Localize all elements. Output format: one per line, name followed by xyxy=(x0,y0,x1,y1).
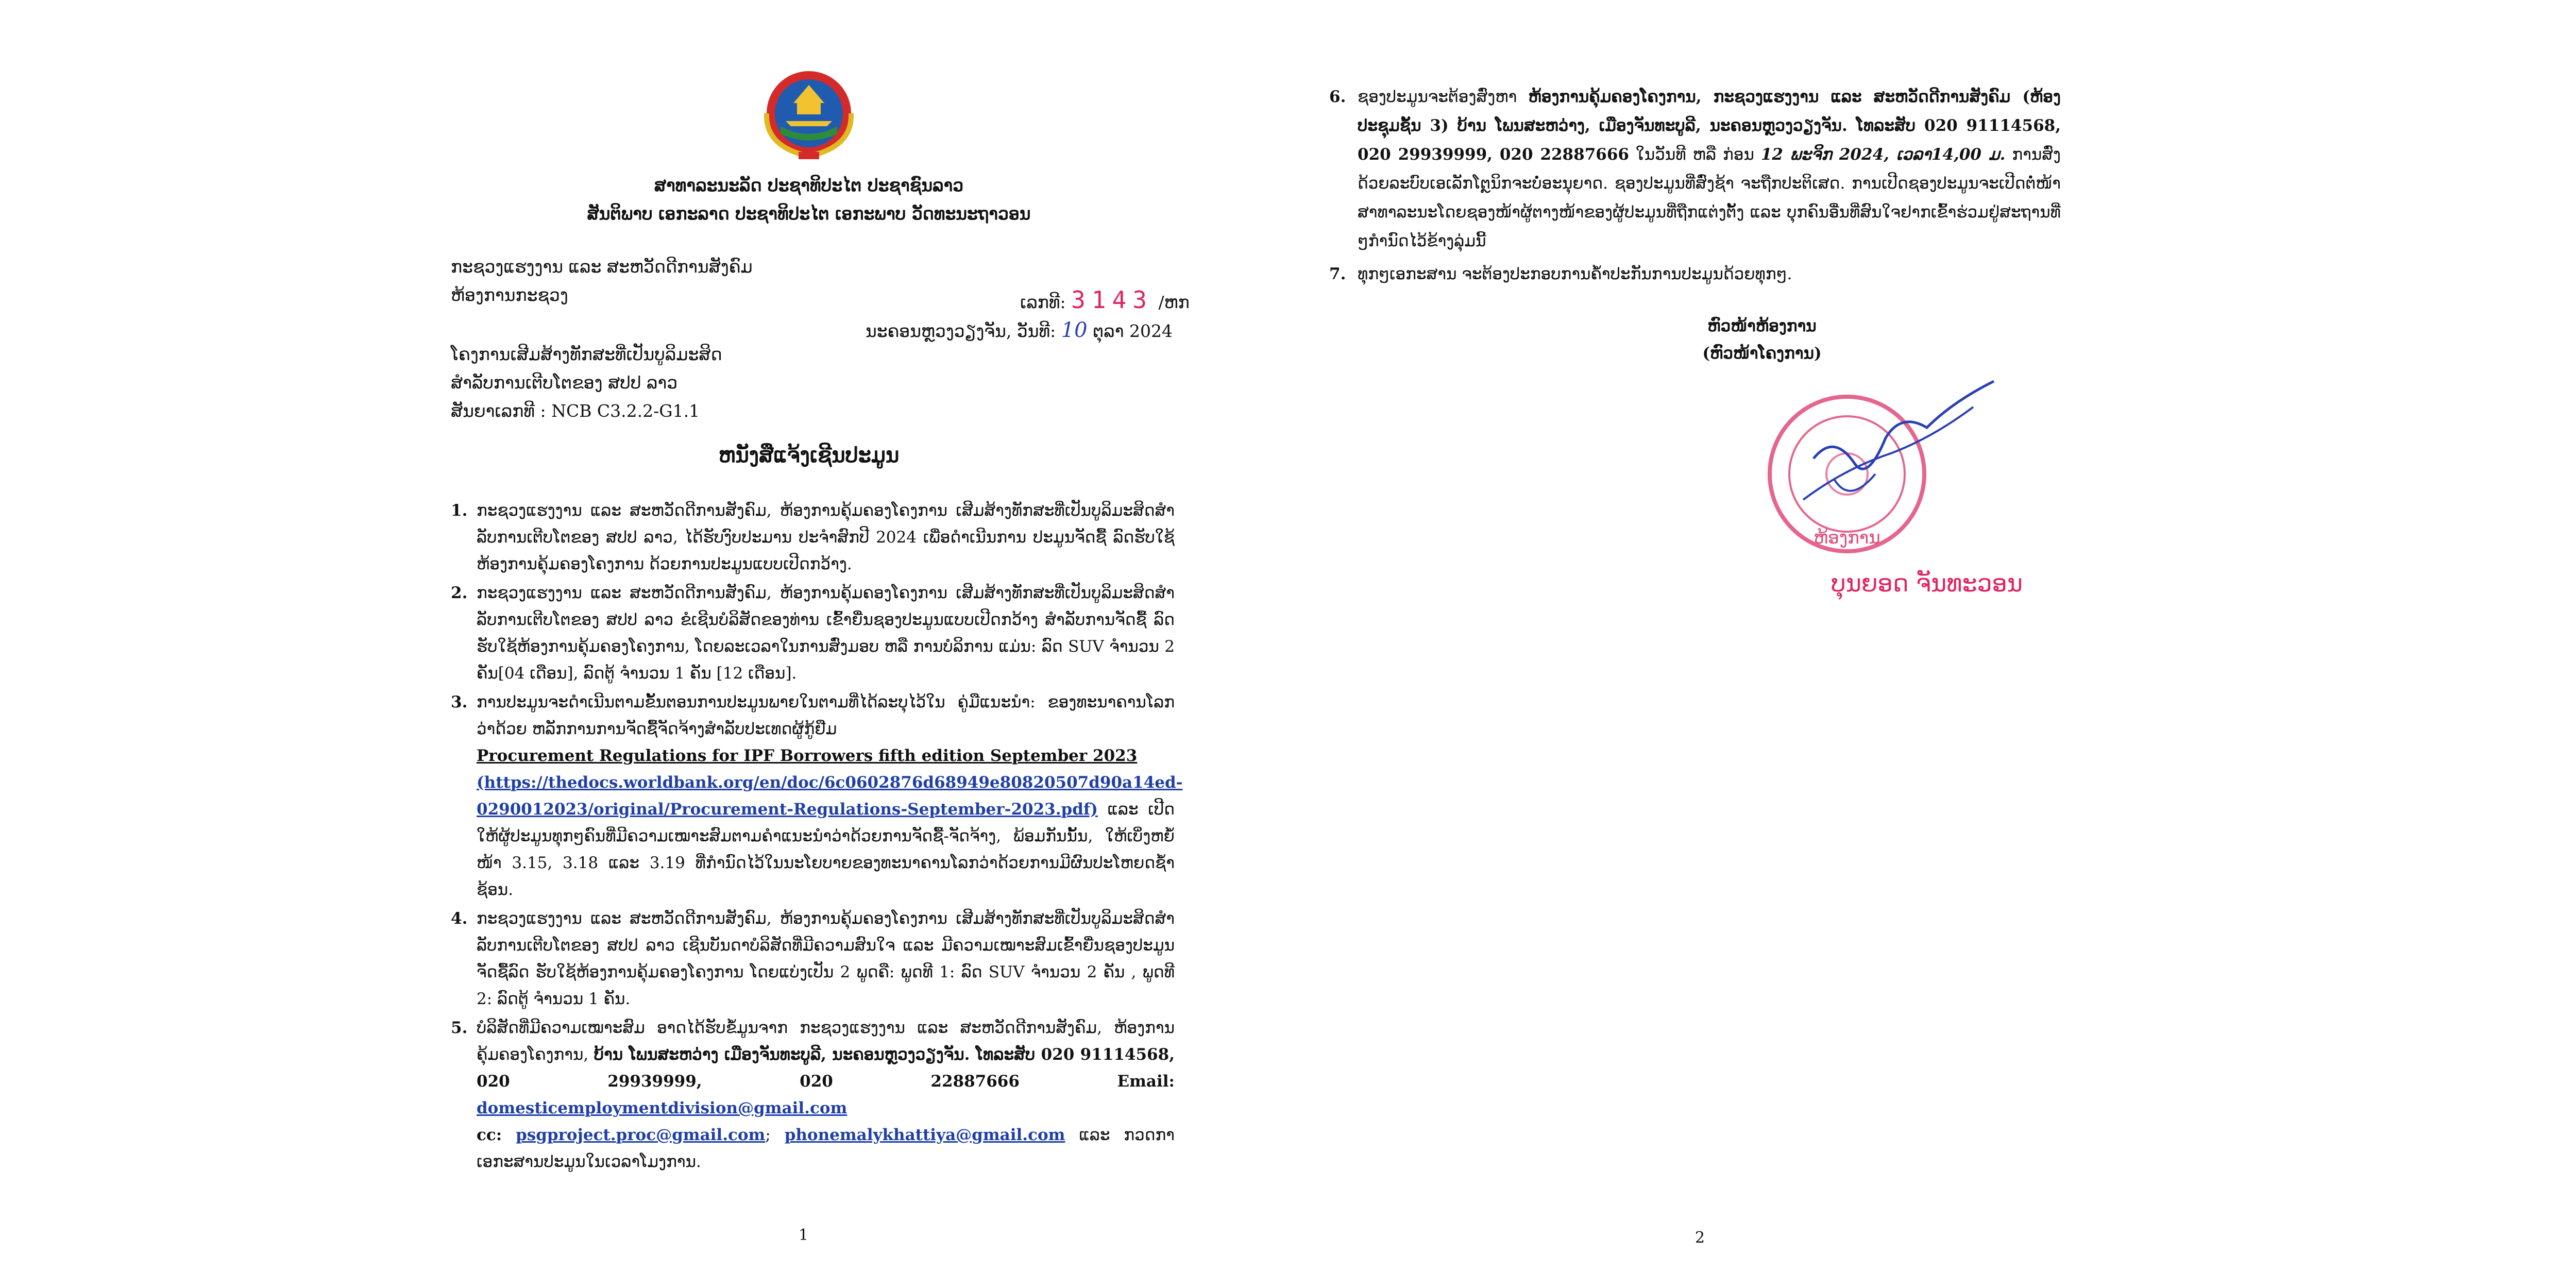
ref-label: ເລກທີ: xyxy=(1020,292,1066,312)
item-number: 6. xyxy=(1329,88,1346,106)
regulations-title: Procurement Regulations for IPF Borrowers fifth edition September 2023 xyxy=(477,747,1138,765)
ref-number-stamp: 3143 xyxy=(1071,286,1153,314)
invitation-items xyxy=(451,497,1183,1177)
regulations-link[interactable]: (https://thedocs.worldbank.org/en/doc/6c0602876d68949e80820507d90a14ed-0290012023/original/Procurement-Regulations-September-2023.pdf) xyxy=(477,773,1183,819)
item-number: 7. xyxy=(1329,265,1346,283)
list-item xyxy=(451,905,1175,1012)
contact-address: ບ້ານ ໂພນສະຫວ່າງ ເມືອງຈັນທະບູລີ, ນະຄອນຫຼວງວຽງຈັນ. ໂທລະສັບ 020 91114568, 020 29939999, 020 22887666 Email: xyxy=(477,1045,1175,1091)
list-item xyxy=(451,689,1183,903)
item-number: 1. xyxy=(451,501,468,520)
ministry-name: ກະຊວງແຮງງານ ແລະ ສະຫວັດດີການສັງຄົມ xyxy=(451,257,753,277)
list-item xyxy=(451,497,1175,578)
item-text: ກະຊວງແຮງງານ ແລະ ສະຫວັດດີການສັງຄົມ, ຫ້ອງການຄຸ້ມຄອງໂຄງການ ເສີມສ້າງທັກສະທີ່ເປັນບູລິມະສິດສໍາລັບການເຕີບໂຕຂອງ ສປປ ລາວ, ໄດ້ຮັບງົບປະມານ ປະຈໍາສົກປີ 2024 ເພື່ອດໍາເນີນການ ປະມູນຈັດຊື້ ລົດຮັບໃຊ້ຫ້ອງການຄຸ້ມຄອງໂຄງການ ດ້ວຍການປະມູນແບບເປີດກວ້າງ. xyxy=(477,501,1175,573)
national-emblem-icon xyxy=(750,64,868,162)
ref-suffix: /ຫກ xyxy=(1158,292,1190,312)
reference-number xyxy=(1020,286,1190,314)
official-seal-with-signature xyxy=(1757,371,2025,567)
date-day-handwritten: 10 xyxy=(1061,318,1088,342)
document-title: ຫນັງສືແຈ້ງເຊີນປະມູນ xyxy=(718,443,900,467)
item-text-before-deadline: ໃນວັນທີ ຫລື ກ່ອນ xyxy=(1635,145,1754,164)
document-page-1 xyxy=(443,0,1190,1288)
item-number: 4. xyxy=(451,909,468,928)
date-label: ນະຄອນຫຼວງວຽງຈັນ, ວັນທີ: xyxy=(866,321,1056,341)
item-text: ບໍລິສັດທີ່ມີຄວາມເໝາະສົມ ອາດໄດ້ຮັບຂໍ້ມູນຈາກ ກະຊວງແຮງງານ ແລະ ສະຫວັດດີການສັງຄົມ, ຫ້ອງການຄຸ້ມຄອງໂຄງການ, xyxy=(477,1019,1175,1064)
item-text-continued: ແລະ ເປີດໃຫ້ຜູ້ປະມູນທຸກໆຄົນທີ່ມີຄວາມເໝາະສົມຕາມຄໍາແນະນໍາວ່າດ້ວຍການຈັດຊື້-ຈັດຈ້າງ, ພ້ອມກັນນັ້ນ, ໃຫ້ເບິ່ງຫຍໍ້ໜ້າ 3.15, 3.18 ແລະ 3.19 ທີ່ກໍານົດໄວ້ໃນນະໂຍບາຍຂອງທະນາຄານໂລກວ່າດ້ວຍການມີຜົນປະໂຫຍດຊໍ້າຊ້ອນ. xyxy=(477,800,1175,899)
project-block xyxy=(451,340,722,425)
list-item xyxy=(451,580,1175,687)
page-number: 1 xyxy=(799,1226,809,1244)
list-item: 5. ບໍລິສັດທີ່ມີຄວາມເໝາະສົມ ອາດໄດ້ຮັບຂໍ້ມູນຈາກ ກະຊວງແຮງງານ ແລະ ສະຫວັດດີການສັງຄົມ, ຫ້ອງການຄຸ້ມຄອງໂຄງການ, ບ້ານ ໂພນສະຫວ່າງ ເມືອງຈັນທະບູລີ, ນະຄອນຫຼວງວຽງຈັນ. ໂທລະສັບ 020 91114568, 020 29939999, 020 22887666 Email: domesticemploymentdivision@gmail.com cc: psgproject.proc@gmail.com; phonemalykhattiya@gmail.com ແລະ ກວດກາເອກະສານປະມູນໃນເວລາໂມງການ. xyxy=(451,1014,1175,1175)
signatory-title: ຫົວໜ້າຫ້ອງການ xyxy=(1707,317,1817,335)
project-country: ສໍາລັບການເຕີບໂຕຂອງ ສປປ ລາວ xyxy=(451,372,678,393)
office-name: ຫ້ອງການກະຊວງ xyxy=(451,285,568,305)
item-number: 5. xyxy=(451,1019,468,1037)
project-name: ໂຄງການເສີມສ້າງທັກສະທີ່ເປັນບູລິມະສິດ xyxy=(451,344,722,364)
email-link-cc-2[interactable]: phonemalykhattiya@gmail.com xyxy=(784,1126,1065,1144)
contract-number: ສັນຍາເລກທີ : NCB C3.2.2-G1.1 xyxy=(451,401,700,421)
date-month-year: ຕຸລາ 2024 xyxy=(1093,321,1173,341)
signatory-name: ບຸນຍອດ ຈັນທະວອນ xyxy=(1831,569,2023,597)
item-text: ກະຊວງແຮງງານ ແລະ ສະຫວັດດີການສັງຄົມ, ຫ້ອງການຄຸ້ມຄອງໂຄງການ ເສີມສ້າງທັກສະທີ່ເປັນບູລິມະສິດສໍາລັບການເຕີບໂຕຂອງ ສປປ ລາວ ຂໍເຊີນບໍລິສັດຂອງທ່ານ ເຂົ້າຍື່ນຊອງປະມູນແບບເປີດກວ້າງ ສໍາລັບການຈັດຊື້ ລົດຮັບໃຊ້ຫ້ອງການຄຸ້ມຄອງໂຄງການ, ໂດຍລະເວລາໃນການສົ່ງມອບ ຫລື ການບໍລິການ ແມ່ນ: ລົດ SUV ຈໍານວນ 2 ຄັນ[04 ເດືອນ], ລົດຕູ້ ຈໍານວນ 1 ຄັນ [12 ເດືອນ]. xyxy=(477,584,1175,683)
list-item xyxy=(1329,82,2061,256)
seal-text: ຫ້ອງການ xyxy=(1814,528,1880,548)
list-item xyxy=(1329,260,2061,289)
ministry-block xyxy=(451,252,753,309)
submission-deadline: 12 ພະຈິກ 2024, ເວລາ14,00 ມ. xyxy=(1760,145,2006,164)
item-number: 2. xyxy=(451,584,468,602)
document-page-2 xyxy=(1329,0,2061,1288)
page-number: 2 xyxy=(1695,1229,1705,1247)
item-text-continued: ການສົ່ງດ້ວຍລະບົບເອເລັກໂຕຼນິກຈະບໍ່ອະນຸຍາດ. ຊອງປະມູນທີ່ສົ່ງຊ້າ ຈະຖືກປະຕິເສດ. ການເປີດຊອງປະມູນຈະເປີດຕໍ່ໜ້າສາທາລະນະໂດຍຊອງໜ້າຜູ້ຕາງໜ້າຂອງຜູ້ປະມູນທີ່ຖືກແຕ່ງຕັ້ງ ແລະ ບຸກຄົນອື່ນທີ່ສົນໃຈຢາກເຂົ້າຮ່ວມຢູ່ສະຖານທີ່ໆກໍານົດໄວ້ຂ້າງລຸ່ມນີ້ xyxy=(1358,145,2061,250)
item-text: ທຸກໆເອກະສານ ຈະຕ້ອງປະກອບການຄໍ້າປະກັນການປະມູນດ້ວຍທຸກໆ. xyxy=(1358,265,1792,283)
signatory-subtitle: (ຫົວໜ້າໂຄງການ) xyxy=(1702,344,1822,363)
invitation-items-continued xyxy=(1329,82,2061,293)
email-link-primary[interactable]: domesticemploymentdivision@gmail.com xyxy=(477,1099,848,1117)
email-link-cc-1[interactable]: psgproject.proc@gmail.com xyxy=(516,1126,766,1144)
country-header-line-1: ສາທາລະນະລັດ ປະຊາທິປະໄຕ ປະຊາຊົນລາວ xyxy=(654,175,964,195)
date-line xyxy=(866,318,1173,342)
cc-label: cc: xyxy=(477,1126,502,1144)
item-text-continued: ແລະ ກວດກາເອກະສານປະມູນໃນເວລາໂມງການ. xyxy=(477,1126,1175,1171)
submission-address: ຫ້ອງການຄຸ້ມຄອງໂຄງການ, ກະຊວງແຮງງານ ແລະ ສະຫວັດດີການສັງຄົມ (ຫ້ອງປະຊຸມຊັ້ນ 3) ບ້ານ ໂພນສະຫວ່າງ, ເມືອງຈັນທະບູລີ, ນະຄອນຫຼວງວຽງຈັນ. ໂທລະສັບ 020 91114568, 020 29939999, 020 22887666 xyxy=(1358,88,2061,164)
item-text: ຊອງປະມູນຈະຕ້ອງສົ່ງຫາ xyxy=(1358,88,1517,106)
item-number: 3. xyxy=(451,693,468,711)
item-text: ການປະມູນຈະດໍາເນີນຕາມຂັ້ນຕອນການປະມູນພາຍໃນຕາມທີ່ໄດ້ລະບຸໄວ້ໃນ ຄູ່ມືແນະນໍາ: ຂອງທະນາຄານໂລກ ວ່າດ້ວຍ ຫລັກການການຈັດຊື້ຈັດຈ້າງສໍາລັບປະເທດຜູ້ກູ້ຢືມ xyxy=(477,693,1175,738)
item-text: ກະຊວງແຮງງານ ແລະ ສະຫວັດດີການສັງຄົມ, ຫ້ອງການຄຸ້ມຄອງໂຄງການ ເສີມສ້າງທັກສະທີ່ເປັນບູລິມະສິດສໍາລັບການເຕີບໂຕຂອງ ສປປ ລາວ ເຊີນບັນດາບໍລິສັດທີ່ມີຄວາມສົນໃຈ ແລະ ມີຄວາມເໝາະສົມເຂົ້າຍື່ນຊອງປະມູນຈັດຊື້ລົດ ຮັບໃຊ້ຫ້ອງການຄຸ້ມຄອງໂຄງການ ໂດຍແບ່ງເປັນ 2 ພູດຄື: ພູດທີ 1: ລົດ SUV ຈໍານວນ 2 ຄັນ , ພູດທີ 2: ລົດຕູ້ ຈໍານວນ 1 ຄັນ. xyxy=(477,909,1175,1008)
country-header-line-2: ສັນຕິພາບ ເອກະລາດ ປະຊາທິປະໄຕ ເອກະພາບ ວັດທະນະຖາວອນ xyxy=(587,204,1031,224)
